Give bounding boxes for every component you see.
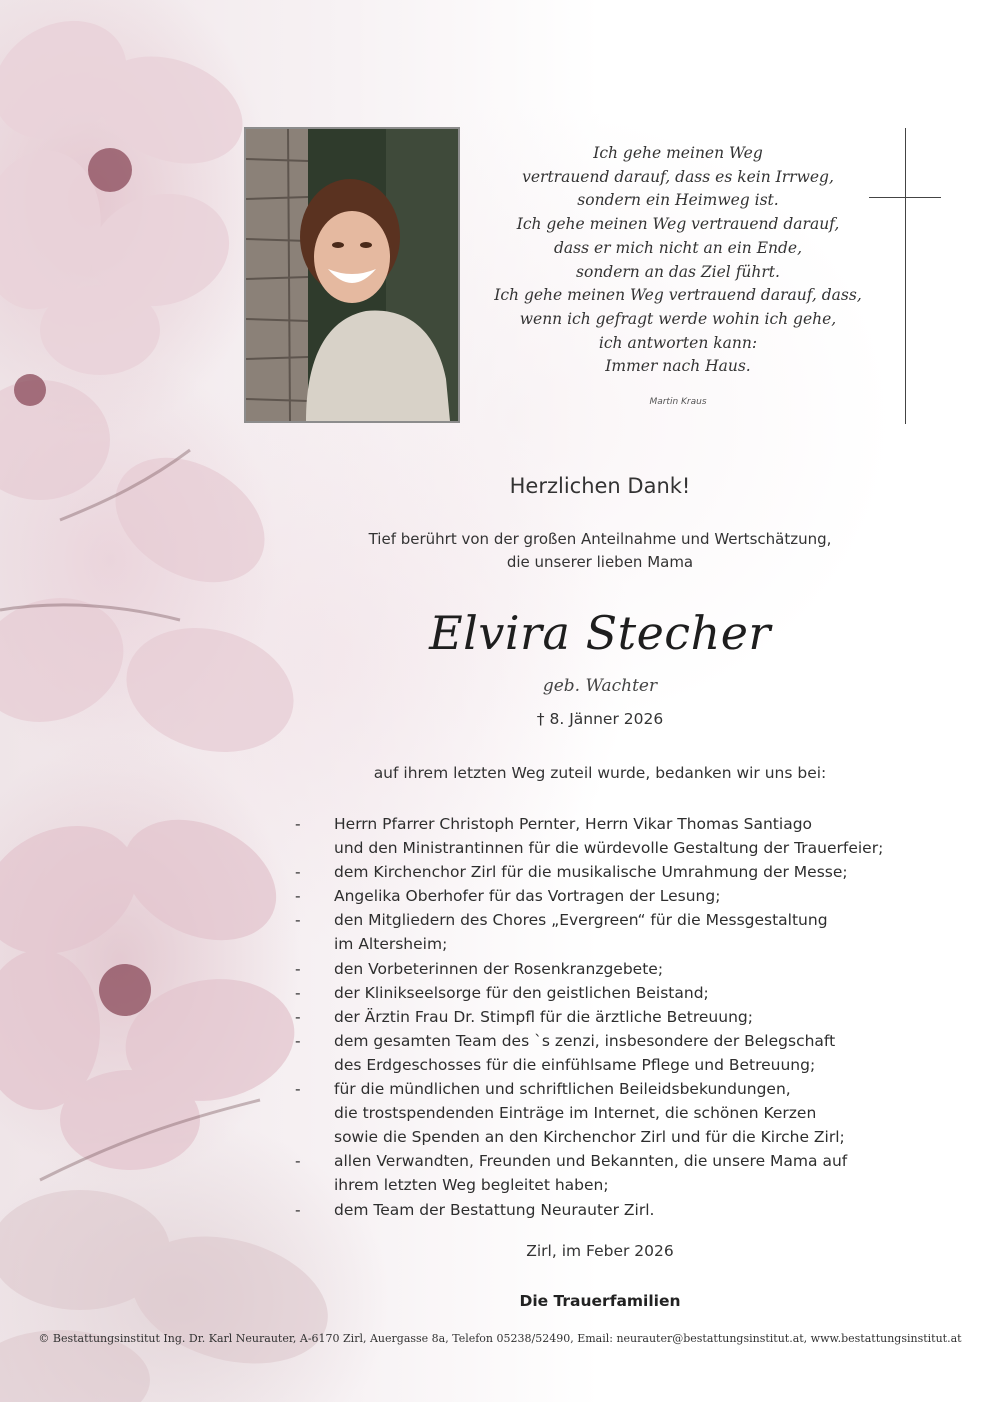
list-item xyxy=(295,981,955,1005)
intro-line: die unserer lieben Mama xyxy=(506,553,694,571)
list-bullet: - xyxy=(295,863,301,882)
poem-line: sondern an das Ziel führt. xyxy=(576,262,780,281)
poem-author: Martin Kraus xyxy=(649,397,707,407)
poem-line: vertrauend darauf, dass es kein Irrweg, xyxy=(522,167,834,186)
deceased-name: Elvira Stecher xyxy=(429,606,771,660)
thanks-list xyxy=(295,812,955,1222)
poem-line: sondern ein Heimweg ist. xyxy=(577,191,779,210)
intro-line: Tief berührt von der großen Anteilnahme und Wertschätzung, xyxy=(368,530,832,548)
death-date: † 8. Jänner 2026 xyxy=(536,710,664,728)
poem-line: ich antworten kann: xyxy=(598,333,758,352)
footer-imprint: © Bestattungsinstitut Ing. Dr. Karl Neurauter, A-6170 Zirl, Auergasse 8a, Telefon 05238/52490, Email: neurauter@bestattungsinstitut.at, www.bestattungsinstitut.at xyxy=(38,1332,962,1345)
list-bullet: - xyxy=(295,815,301,833)
list-item-text: der Klinikseelsorge für den geistlichen Beistand; xyxy=(334,983,709,1002)
place-date: Zirl, im Feber 2026 xyxy=(526,1242,674,1260)
intro-text xyxy=(100,528,1000,574)
list-bullet: - xyxy=(295,911,301,930)
list-bullet: - xyxy=(295,1007,301,1026)
list-item xyxy=(295,1149,955,1197)
list-bullet: - xyxy=(295,983,301,1002)
poem-line: Ich gehe meinen Weg vertrauend darauf, dass, xyxy=(494,286,862,305)
list-item xyxy=(295,884,955,908)
list-item-text: den Vorbeterinnen der Rosenkranzgebete; xyxy=(334,959,664,978)
poem xyxy=(470,142,886,379)
cross-horizontal-bar xyxy=(869,197,941,198)
list-item xyxy=(295,1029,955,1077)
signature: Die Trauerfamilien xyxy=(519,1292,681,1310)
list-item xyxy=(295,860,955,884)
list-item xyxy=(295,812,955,860)
poem-line: wenn ich gefragt werde wohin ich gehe, xyxy=(519,309,837,328)
list-item-text: allen Verwandten, Freunden und Bekannten, die unsere Mama auf ihrem letzten Weg begleitet haben; xyxy=(334,1152,848,1195)
list-bullet: - xyxy=(295,1080,301,1099)
list-item-text: den Mitgliedern des Chores „Evergreen“ für die Messgestaltung im Altersheim; xyxy=(334,911,828,954)
list-item xyxy=(295,957,955,981)
poem-line: Immer nach Haus. xyxy=(605,357,751,376)
list-item-text: für die mündlichen und schriftlichen Beileidsbekundungen, die trostspendenden Einträge im Internet, die schönen Kerzen sowie die Spenden an den Kirchenchor Zirl und für die Kirche Zirl; xyxy=(334,1080,845,1147)
portrait-illustration xyxy=(246,129,458,421)
list-item-text: dem Team der Bestattung Neurauter Zirl. xyxy=(334,1200,655,1219)
list-item-text: Angelika Oberhofer für das Vortragen der Lesung; xyxy=(334,887,721,906)
poem-line: Ich gehe meinen Weg xyxy=(593,144,763,162)
birth-name: geb. Wachter xyxy=(542,676,658,696)
list-item xyxy=(295,1077,955,1149)
list-item xyxy=(295,1005,955,1029)
list-item-text: dem Kirchenchor Zirl für die musikalische Umrahmung der Messe; xyxy=(334,863,848,882)
list-bullet: - xyxy=(295,959,301,978)
list-item-text: dem gesamten Team des `s zenzi, insbesondere der Belegschaft des Erdgeschosses für die einfühlsame Pflege und Betreuung; xyxy=(334,1031,836,1074)
list-bullet: - xyxy=(295,1031,301,1050)
list-item-text: Herrn Pfarrer Christoph Pernter, Herrn Vikar Thomas Santiago und den Ministrantinnen für die würdevolle Gestaltung der Trauerfeier; xyxy=(334,815,884,858)
list-bullet: - xyxy=(295,1152,301,1171)
list-item-text: der Ärztin Frau Dr. Stimpfl für die ärztliche Betreuung; xyxy=(334,1007,753,1026)
list-bullet: - xyxy=(295,1200,301,1219)
lead-text: auf ihrem letzten Weg zuteil wurde, bedanken wir uns bei: xyxy=(373,764,827,782)
list-item xyxy=(295,908,955,956)
poem-line: dass er mich nicht an ein Ende, xyxy=(553,238,803,257)
list-item xyxy=(295,1198,955,1222)
cross-vertical-bar xyxy=(905,128,906,424)
thanks-heading: Herzlichen Dank! xyxy=(509,474,691,498)
poem-line: Ich gehe meinen Weg vertrauend darauf, xyxy=(516,215,840,234)
portrait-photo xyxy=(244,127,460,423)
list-bullet: - xyxy=(295,887,301,906)
